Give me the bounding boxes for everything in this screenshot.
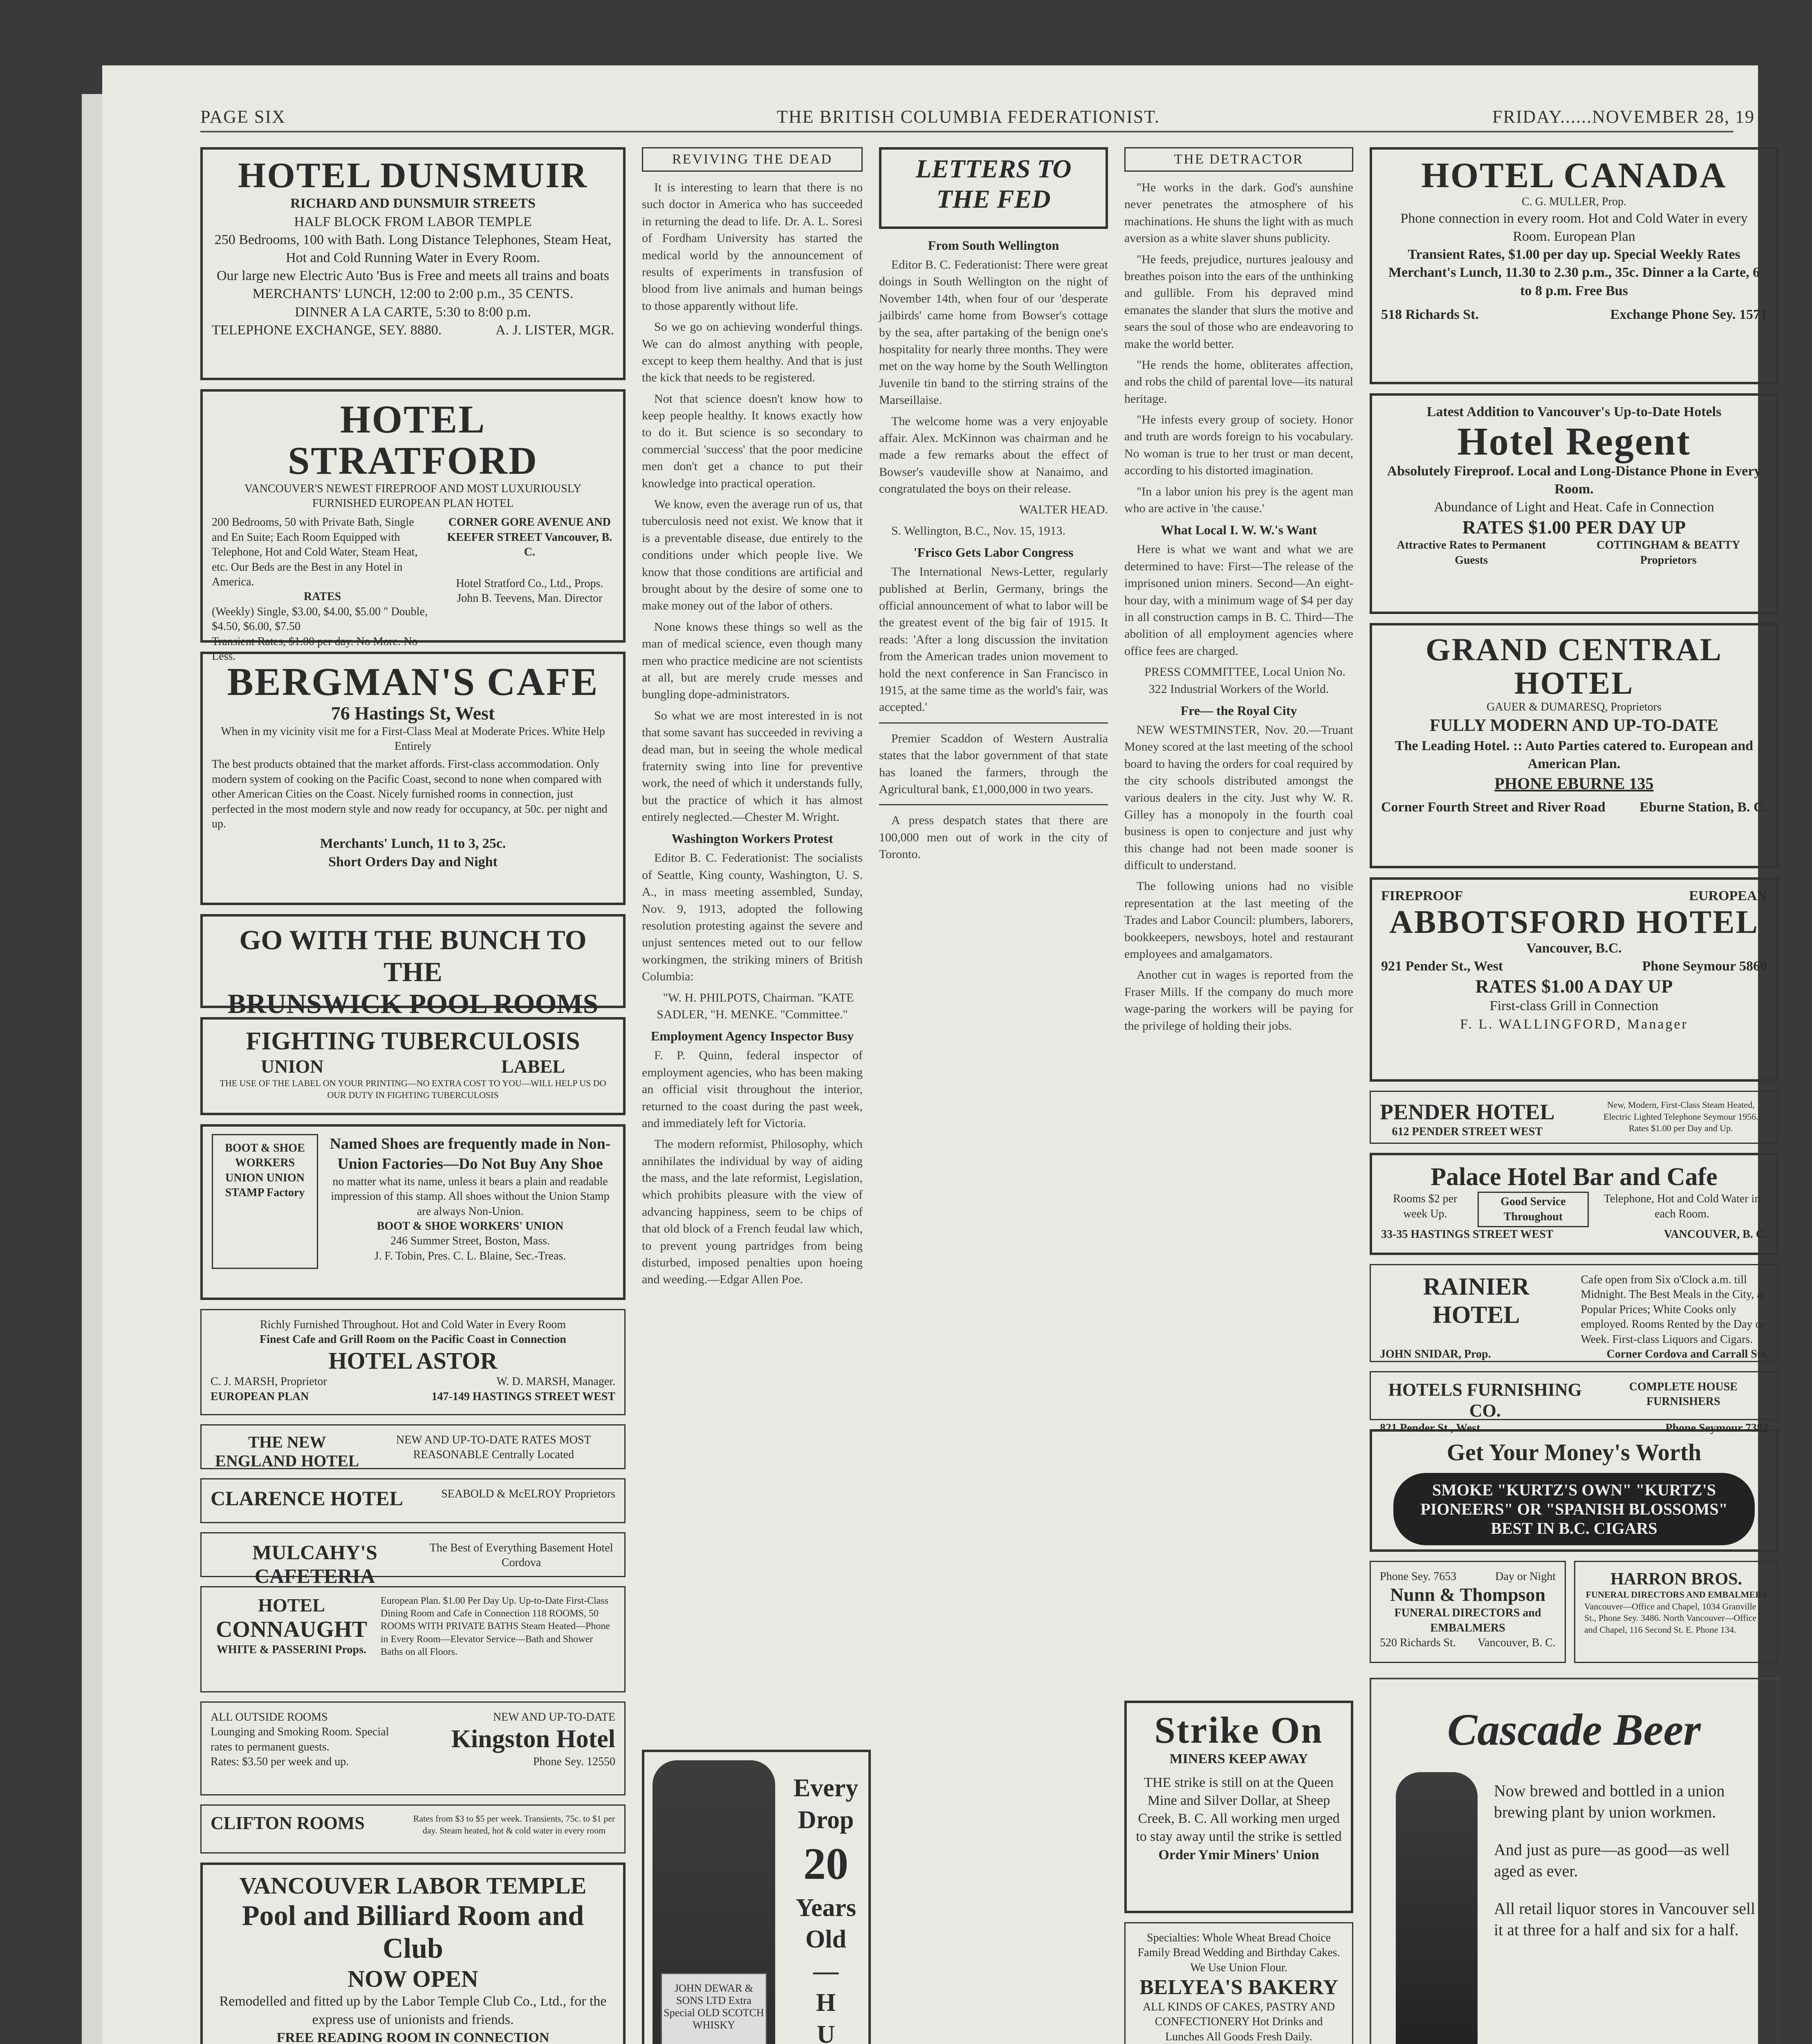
ad-location: HALF BLOCK FROM LABOR TEMPLE (294, 214, 532, 229)
article-paragraph: Premier Scaddon of Western Australia states that the labor government of that state has loaned the farmers, through the Agricultural bank, £1,000,000 in two years. (879, 731, 1108, 796)
union-stamp-icon: BOOT & SHOE WORKERS UNION UNION STAMP Factory (212, 1134, 318, 1269)
article-paragraph: None knows these things so well as the man of medical science, even though many men who practice medicine are not scientists at all, but are merely crude messes and bungling dope-administrators. (642, 620, 863, 702)
ad-text: NEW AND UP-TO-DATE (493, 1711, 615, 1724)
ad-title: BELYEA'S BAKERY (1139, 1976, 1339, 1999)
ad-kurtz-cigars (1370, 1429, 1778, 1552)
article-signers: "W. H. PHILPOTS, Chairman. "KATE SADLER, "H. MENKE. "Committee." (657, 991, 854, 1021)
ad-text: Specialties: Whole Wheat Bread Choice Family Bread Wedding and Birthday Cakes. We Use Union Flour. (1137, 1932, 1340, 1974)
ad-hotel-regent (1370, 393, 1778, 614)
ad-address: 612 PENDER STREET WEST (1392, 1125, 1543, 1139)
ad-address: 33-35 HASTINGS STREET WEST (1381, 1228, 1554, 1241)
ad-title: CLIFTON ROOMS (211, 1813, 365, 1833)
ad-hotel-astor (200, 1309, 626, 1415)
ad-text: FIREPROOF (1381, 888, 1463, 903)
article-dateline: S. Wellington, B.C., Nov. 15, 1913. (891, 524, 1065, 538)
ad-hudsons-bay-whisky (642, 1750, 871, 2044)
ad-text: Transient Rates, $1.00 per day up. Special Weekly Rates Merchant's Lunch, 11.30 to 2.30 p.m., 35c. Dinner a la Carte, 6 to 8 p.m. Free Bus (1388, 247, 1760, 298)
ad-phone: Phone Seymour 7382 (1665, 1422, 1768, 1435)
ad-title: Hotel Regent (1457, 419, 1691, 464)
ad-tuberculosis-label (200, 1017, 626, 1115)
ad-text: EUROPEAN (1689, 888, 1767, 903)
ad-text: ALL OUTSIDE ROOMS (211, 1711, 328, 1724)
ad-clifton-rooms (200, 1804, 626, 1853)
article-title: THE DETRACTOR (1124, 147, 1353, 172)
ad-title: Kingston Hotel (451, 1725, 615, 1753)
whisky-slogan-word: Old (805, 1925, 846, 1953)
ad-text: Rooms $2 per week Up. (1393, 1192, 1458, 1220)
ad-phone: Exchange Phone Sey. 1571 (1610, 307, 1767, 322)
ad-title: GRAND CENTRAL HOTEL (1426, 632, 1722, 701)
ad-hotel-canada (1370, 147, 1778, 384)
ad-text: COTTINGHAM & BEATTY Proprietors (1597, 539, 1740, 567)
article-paragraph: F. P. Quinn, federal inspector of employment agencies, who has been making an official visit throughout the interior, returned to the coast during the past week, and immediately left for Victoria. (642, 1049, 863, 1130)
ad-nunn-thompson (1370, 1561, 1566, 1663)
column-divider (879, 804, 1108, 805)
ad-bergmans-cafe (200, 652, 626, 905)
ad-text: Cafe open from Six o'Clock a.m. till Midnight. The Best Meals in the City, at Popular Prices; White Cooks only employed. Rooms Rented by the Day or Week. First-class Liquors and Cigars. (1581, 1273, 1765, 1346)
ad-text: Vancouver—Office and Chapel, 1034 Granville St., Phone Sey. 3486. North Vancouver—Office and Chapel, 116 Second St. E. Phone 134. (1584, 1601, 1757, 1635)
ad-phone: Phone Seymour 5860 (1642, 959, 1767, 974)
ad-boot-shoe-union (200, 1124, 626, 1300)
ad-address: 246 Summer Street, Boston, Mass. (390, 1235, 550, 1248)
ad-text: UNION (261, 1056, 324, 1077)
ad-title: CLARENCE HOTEL (211, 1487, 403, 1510)
ad-title: Nunn & Thompson (1390, 1584, 1546, 1605)
ad-title: Named Shoes are frequently made in Non-Union Factories—Do Not Buy Any Shoe (330, 1135, 611, 1173)
ad-title: ABBOTSFORD HOTEL (1389, 904, 1759, 941)
ad-text: The Leading Hotel. :: Auto Parties catered to. European and American Plan. (1395, 738, 1754, 771)
article-paragraph: We know, even the average run of us, that tuberculosis need not exist. We know that it is a preventable disease, due entirely to the conditions under which people live. We know that those conditions are artificial and brought about by the desire of some one to make money out of the labor of others. (642, 498, 863, 613)
ad-hotel-connaught (200, 1586, 626, 1692)
ad-text: W. D. MARSH, Manager. (496, 1375, 615, 1388)
ad-rates: RATES $1.00 A DAY UP (1475, 975, 1673, 997)
whisky-slogan-word: U (816, 2020, 835, 2044)
ad-text: MINERS KEEP AWAY (1169, 1751, 1308, 1766)
ad-text: Telephone, Hot and Cold Water in each Room. (1603, 1192, 1760, 1220)
ad-grand-central-hotel (1370, 623, 1778, 868)
ad-title: Pool and Billiard Room and Club (242, 1900, 584, 1965)
ad-text: New, Modern, First-Class Steam Heated, Electric Lighted Telephone Seymour 1956. Rates $1.00 per Day and Up. (1603, 1100, 1758, 1134)
article-paragraph: The following unions had no visible representation at the last meeting of the Trades and Labor Council: plumbers, laborers, bookkeepers, newsboys, hotel and restaurant employees and amalgamators. (1124, 879, 1353, 961)
article-paragraph: The welcome home was a very enjoyable affair. Alex. McKinnon was chairman and he made a few remarks about the effect of Bowser's vaudeville show at Nanaimo, and congratulated the boys on their release. (879, 414, 1108, 496)
ad-harron-bros (1574, 1561, 1778, 1663)
ad-text: 250 Bedrooms, 100 with Bath. Long Distance Telephones, Steam Heat, Hot and Cold Running Water in Every Room. (214, 232, 612, 265)
section-title: LETTERS TO THE FED (915, 154, 1072, 213)
ad-text: BOOT & SHOE WORKERS' UNION (377, 1219, 564, 1233)
ad-title: HOTEL DUNSMUIR (238, 156, 588, 195)
beer-bottle-image (1396, 1772, 1478, 2044)
ad-text: Lounging and Smoking Room. Special rates to permanent guests. (211, 1726, 389, 1753)
ad-text: Phone connection in every room. Hot and Cold Water in every Room. European Plan (1400, 211, 1748, 244)
ad-phone: TELEPHONE EXCHANGE, SEY. 8880. (212, 322, 442, 338)
ad-title: RAINIER HOTEL (1423, 1273, 1529, 1328)
ad-text: Remodelled and fitted up by the Labor Temple Club Co., Ltd., for the express use of unionists and friends. (219, 1994, 607, 2027)
ad-text: John B. Teevens, Man. Director (457, 592, 603, 605)
ad-text: FULLY MODERN AND UP-TO-DATE (1430, 716, 1718, 735)
ad-text: Attractive Rates to Permanent Guests (1397, 539, 1546, 567)
ad-title: HOTEL STRATFORD (288, 397, 538, 482)
article-signature: WALTER HEAD. (1019, 503, 1108, 517)
ad-manager: A. J. LISTER, MGR. (496, 322, 614, 338)
ad-text: Vancouver, B.C. (1526, 941, 1622, 956)
masthead-rule (200, 131, 1734, 132)
ad-title: BRUNSWICK POOL ROOMS (227, 988, 599, 1020)
whisky-slogan-word: Every (793, 1774, 859, 1802)
ad-text: Order Ymir Miners' Union (1158, 1847, 1319, 1862)
ad-address: 821 Pender St., West (1380, 1422, 1480, 1435)
ad-text: J. F. Tobin, Pres. C. L. Blaine, Sec.-Treas. (374, 1249, 566, 1262)
article-paragraph: NEW WESTMINSTER, Nov. 20.—Truant Money scored at the last meeting of the school board to having the orders for coal required by the city schools distributed amongst the various dealers in the city. Just why W. R. Gilley has a monopoly in the fourth coal business is open to conjecture and just why this change had not been made sooner is difficult to understand. (1124, 723, 1353, 872)
ad-phone: Phone Sey. 7653 (1380, 1570, 1457, 1583)
issue-date: FRIDAY......NOVEMBER 28, 19 (1492, 107, 1755, 127)
ad-title: FIGHTING TUBERCULOSIS (246, 1027, 580, 1055)
whisky-slogan-word: H (816, 1989, 836, 2017)
letters-to-the-fed-banner (879, 147, 1108, 229)
article-subhead: 'Frisco Gets Labor Congress (913, 545, 1074, 560)
column-divider (879, 722, 1108, 724)
ad-title: MULCAHY'S CAFETERIA (252, 1541, 377, 1587)
ad-phone: PHONE EBURNE 135 (1494, 774, 1654, 793)
article-paragraph: It is interesting to learn that there is no such doctor in America who has succeeded in returning the dead to life. Dr. A. L. Soresi of Fordham University has started the medical world by the announcement of results of experiments in transfusion of blood from live animals and human beings to those apparently without life. (642, 181, 863, 313)
ad-title: CONNAUGHT (215, 1616, 368, 1642)
article-subhead: Employment Agency Inspector Busy (650, 1029, 854, 1044)
ad-hotels-furnishing (1370, 1371, 1778, 1435)
ad-text: European Plan. $1.00 Per Day Up. Up-to-Date First-Class Dining Room and Cafe in Connection 118 ROOMS, 50 ROOMS WITH PRIVATE BATHS Steam Heated—Phone in Every Room—Elevator Service—Bath and Shower Baths on all Floors. (380, 1596, 610, 1657)
ad-text: ALL KINDS OF CAKES, PASTRY AND CONFECTIONERY Hot Drinks and Lunches All Goods Fresh Daily. (1143, 2000, 1335, 2043)
ad-text: VANCOUVER'S NEWEST FIREPROOF AND MOST LUXURIOUSLY FURNISHED EUROPEAN PLAN HOTEL (244, 482, 582, 510)
ad-text: Richly Furnished Throughout. Hot and Cold Water in Every Room (260, 1318, 566, 1331)
article-paragraph: Editor B. C. Federationist: The socialists of Seattle, King county, Washington, U. S. A., in mass meeting assembled, Sunday, Nov. 9, 1913, adopted the following resolution protesting against the severe and unjust sentences meted out to our fellow workingmen, the striking miners of British Columbia: (642, 851, 863, 984)
article-paragraph: A press despatch states that there are 100,000 men out of work in the city of Toronto. (879, 814, 1108, 861)
ad-rainier-hotel (1370, 1264, 1778, 1362)
ad-text: MERCHANTS' LUNCH, 12:00 to 2:00 p.m., 35 CENTS. (252, 286, 574, 302)
ad-text: Eburne Station, B. C. (1639, 800, 1767, 815)
ad-text: The Best of Everything Basement Hotel Cordova (429, 1542, 613, 1569)
ad-text: 200 Bedrooms, 50 with Private Bath, Single and En Suite; Each Room Equipped with Telephone, Hot and Cold Water, Steam Heat, etc. Our Beds are the Best in any Hotel in America. (212, 516, 418, 588)
ad-text: And just as pure—as good—as well aged as ever. (1494, 1840, 1730, 1880)
ad-rates: Transient Rates, $1.00 per day. No More. No Less. (212, 635, 418, 663)
ad-text: F. L. WALLINGFORD, Manager (1460, 1016, 1688, 1032)
ad-belyeas-bakery (1124, 1922, 1353, 2044)
article-paragraph: Here is what we want and what we are determined to have: First—The release of the imprisoned union miners. Second—An eight-hour day, with a minimum wage of $4 per day in all construction camps in B. C. Third—The abolition of all employment agencies where office fees are charged. (1124, 542, 1353, 658)
ad-address: Corner Fourth Street and River Road (1381, 800, 1606, 815)
article-paragraph: Another cut in wages is reported from the Fraser Mills. If the company do much more wage-paring the workers will be paying for the privilege of holding their jobs. (1124, 968, 1353, 1033)
column-1 (200, 147, 626, 2044)
article-paragraph: Not that science doesn't know how to keep people healthy. It knows exactly how to do it. But science is so secondary to commercial 'success' that the poor medicine men don't get a chance to put their knowledge into practical operation. (642, 392, 863, 490)
ad-title: HOTEL CANADA (1421, 156, 1727, 195)
whisky-slogan-word: — (813, 1957, 839, 1985)
ad-text: Hotel Stratford Co., Ltd., Props. (456, 577, 603, 590)
ad-title: HARRON BROS. (1610, 1570, 1742, 1589)
ad-palace-hotel (1370, 1153, 1778, 1255)
ad-text: Merchants' Lunch, 11 to 3, 25c. (320, 836, 506, 852)
ad-new-england-hotel (200, 1424, 626, 1469)
ad-text: Our large new Electric Auto 'Bus is Free and meets all trains and boats (216, 268, 610, 284)
ad-text: C. J. MARSH, Proprietor (211, 1375, 327, 1388)
ad-title: Cascade Beer (1447, 1705, 1701, 1755)
ad-text: When in my vicinity visit me for a First-Class Meal at Moderate Prices. White Help Entirely (221, 725, 605, 753)
whisky-slogan-word: Years (795, 1894, 857, 1922)
ad-title: Palace Hotel Bar and Cafe (1431, 1163, 1718, 1191)
ad-text: FREE READING ROOM IN CONNECTION (276, 2030, 549, 2044)
ad-text: Vancouver, B. C. (1478, 1636, 1556, 1650)
article-paragraph: "He rends the home, obliterates affection, and robs the child of parental love—its natural heritage. (1124, 358, 1353, 406)
whisky-slogan (787, 1756, 864, 2044)
ad-text: GAUER & DUMARESQ, Proprietors (1487, 700, 1662, 713)
ad-text: VANCOUVER, B. C. (1664, 1228, 1767, 1241)
ad-address: Corner Cordova and Carrall Sts. (1606, 1347, 1768, 1360)
article-subhead: What Local I. W. W.'s Want (1161, 522, 1317, 538)
ad-title: BERGMAN'S CAFE (227, 660, 599, 704)
ad-title: NOW OPEN (348, 1965, 478, 1992)
ad-text: C. G. MULLER, Prop. (1522, 195, 1626, 208)
ad-text: RATES (303, 590, 341, 603)
ad-text: Short Orders Day and Night (328, 854, 498, 870)
column-3 (879, 147, 1108, 2044)
ad-rates: (Weekly) Single, $3.00, $4.00, $5.00 " Double, $4.50, $6.00, $7.50 (212, 605, 428, 633)
whisky-label: JOHN DEWAR & SONS LTD Extra Special OLD SCOTCH WHISKY (661, 1973, 767, 2044)
article-paragraph: The modern reformist, Philosophy, which annihilates the individual by way of aiding the mass, and the late reformist, Legislation, which prohibits pleasure with the view of advancing happiness, seem to be chips of that old block of a French feudal law which, to prevent young partridges from being disturbed, imposed penalties upon hoeing and weeding.—Edgar Allen Poe. (642, 1137, 863, 1286)
column-5 (1370, 147, 1778, 2044)
ad-text: Latest Addition to Vancouver's Up-to-Date Hotels (1426, 404, 1722, 419)
article-paragraph: "He feeds, prejudice, nurtures jealousy and breathes poison into the ears of the unthinking and gullible. From his depraved mind emanates the slander that slurs the motive and sears the soul of those who are endeavoring to make the world better. (1124, 252, 1353, 351)
whisky-slogan-word: Drop (798, 1806, 854, 1834)
ad-text: THE USE OF THE LABEL ON YOUR PRINTING—NO EXTRA COST TO YOU—WILL HELP US DO OUR DUTY IN FIGHTING TUBERCULOSIS (220, 1078, 606, 1100)
ad-address: 921 Pender St., West (1381, 959, 1503, 974)
ad-text: WHITE & PASSERINI Props. (216, 1643, 367, 1656)
ad-title: Strike On (1154, 1709, 1323, 1751)
article-subhead: From South Wellington (928, 238, 1059, 253)
ad-strike-on (1124, 1701, 1353, 1913)
ad-text: THE strike is still on at the Queen Mine and Silver Dollar, at Sheep Creek, B. C. All working men urged to stay away until the strike is settled (1136, 1775, 1342, 1845)
ad-labor-temple-pool (200, 1862, 626, 2044)
article-paragraph: Editor B. C. Federationist: There were great doings in South Wellington on the night of November 14th, when four of our 'desperate jailbirds' came home from Bowser's cottage by the sea, after partaking of the benign one's hospitality for nearly three months. They were met on the way home by the South Wellington Juvenile tin band to the stirring strains of the Marseillaise. (879, 258, 1108, 407)
ad-phone: Phone Sey. 12550 (533, 1755, 615, 1768)
article-paragraph: "He infests every group of society. Honor and truth are words foreign to his vocabulary. No woman is true to her trust or man decent, according to his distorted imagination. (1124, 413, 1353, 477)
article-subhead: Washington Workers Protest (671, 831, 833, 846)
article-paragraph: So we go on achieving wonderful things. We can do almost anything with people, except to keep them healthy. And that is just the kick that needs to be registered. (642, 320, 863, 385)
ad-address: 520 Richards St. (1380, 1636, 1456, 1650)
ad-title: HOTEL ASTOR (328, 1347, 498, 1374)
ad-text: All retail liquor stores in Vancouver sell it at three for a half and six for a half. (1494, 1899, 1756, 1939)
ad-text: Absolutely Fireproof. Local and Long-Distance Phone in Every Room. (1387, 463, 1761, 497)
ad-hotel-stratford (200, 389, 626, 663)
cigar-banner: SMOKE "KURTZ'S OWN" "KURTZ'S PIONEERS" OR "SPANISH BLOSSOMS" BEST IN B.C. CIGARS (1393, 1473, 1755, 1545)
article-signature: PRESS COMMITTEE, Local Union No. 322 Industrial Workers of the World. (1144, 665, 1346, 696)
ad-text: Now brewed and bottled in a union brewing plant by union workmen. (1494, 1782, 1725, 1821)
column-4-ads (1124, 1701, 1353, 2044)
ad-text: FUNERAL DIRECTORS AND EMBALMERS (1586, 1589, 1767, 1600)
ad-text: EUROPEAN PLAN (211, 1390, 309, 1403)
ad-title: VANCOUVER LABOR TEMPLE (239, 1872, 587, 1899)
ad-text: NEW AND UP-TO-DATE RATES MOST REASONABLE Centrally Located (396, 1434, 591, 1461)
ad-text: SEABOLD & McELROY Proprietors (441, 1488, 615, 1500)
ad-kingston-hotel (200, 1701, 626, 1795)
article-paragraph: "In a labor union his prey is the agent man who are active in 'the cause.' (1124, 484, 1353, 515)
whisky-bottle-image (653, 1760, 775, 2044)
ad-streets: RICHARD AND DUNSMUIR STREETS (290, 196, 536, 211)
ad-text: First-class Grill in Connection (1489, 998, 1659, 1014)
newspaper-page (102, 65, 1768, 2044)
ad-text: Rates from $3 to $5 per week. Transients, 75c. to $1 per day. Steam heated, hot & cold water in every room (413, 1813, 615, 1836)
ad-title: HOTELS FURNISHING CO. (1388, 1380, 1582, 1421)
ad-text: Good Service Throughout (1478, 1192, 1589, 1227)
ad-title: THE NEW ENGLAND HOTEL (215, 1433, 359, 1470)
ad-text: FUNERAL DIRECTORS and EMBALMERS (1394, 1607, 1541, 1634)
ad-text: JOHN SNIDAR, Prop. (1380, 1347, 1491, 1360)
ad-rates: Rates: $3.50 per week and up. (211, 1755, 349, 1768)
ad-abbotsford-hotel (1370, 877, 1778, 1082)
whisky-slogan-word: 20 (803, 1839, 848, 1889)
ad-text: The best products obtained that the market affords. First-class accommodation. Only modern system of cooking on the Pacific Coast, second to none when compared with other American Cities on the Coast. Nicely furnished rooms in connection, just perfected in the most modern style and now ready for occupancy, at 50c. per night and up. (212, 758, 608, 831)
page-number: PAGE SIX (200, 107, 286, 127)
ad-text: no matter what its name, unless it bears a plain and readable impression of this stamp. All shoes without the Union Stamp are always Non-Union. (331, 1175, 610, 1218)
ad-title: GO WITH THE BUNCH TO THE (239, 924, 587, 988)
ad-rates: RATES $1.00 PER DAY UP (1462, 516, 1686, 538)
article-paragraph: "He works in the dark. God's aunshine never penetrates the atmosphere of his machinations. He shuns the light with as much aversion as a white slaver shuns publicity. (1124, 181, 1353, 245)
ad-text: Finest Cafe and Grill Room on the Pacific Coast in Connection (260, 1333, 566, 1346)
ad-address: 76 Hastings St, West (331, 702, 495, 724)
ad-title: PENDER HOTEL (1380, 1100, 1555, 1124)
ad-text: COMPLETE HOUSE FURNISHERS (1629, 1381, 1738, 1408)
ad-text: DINNER A LA CARTE, 5:30 to 8:00 p.m. (295, 304, 531, 320)
ad-pender-hotel (1370, 1091, 1778, 1144)
ad-title: HOTEL (258, 1595, 325, 1616)
ad-text: LABEL (501, 1056, 565, 1077)
paper-title: THE BRITISH COLUMBIA FEDERATIONIST. (777, 107, 1160, 127)
ad-text: Abundance of Light and Heat. Cafe in Connection (1434, 500, 1714, 515)
ad-mulcahys-cafeteria (200, 1532, 626, 1587)
ad-text: Day or Night (1495, 1570, 1556, 1583)
ad-hotel-dunsmuir (200, 147, 626, 380)
ad-title: Get Your Money's Worth (1446, 1439, 1702, 1466)
article-title: REVIVING THE DEAD (642, 147, 863, 172)
ad-address: CORNER GORE AVENUE AND KEEFER STREET Vancouver, B. C. (447, 516, 612, 559)
article-subhead: Fre— the Royal City (1180, 703, 1297, 718)
ad-clarence-hotel (200, 1478, 626, 1523)
article-paragraph: The International News-Letter, regularly published at Berlin, Germany, brings the official announcement of what to labor will be the greatest event of the big fair of 1915. It reads: 'After a long discussion the invitation from the American trades union movement to hold the next conference in San Francisco in 1915, at the same time as the world's fair, was accepted.' (879, 565, 1108, 714)
ad-cascade-beer (1370, 1678, 1778, 2044)
ad-address: 147-149 HASTINGS STREET WEST (431, 1390, 615, 1403)
article-paragraph: So what we are most interested in is not that some savant has succeeded in reviving a dead man, but in seeing the whole medical fraternity swing into line for preventive work, the need of which it understands fully, but the practice of which it has almost entirely neglected.—Chester M. Wright. (642, 708, 863, 824)
ad-brunswick-pool (200, 914, 626, 1020)
ad-address: 518 Richards St. (1381, 307, 1479, 322)
